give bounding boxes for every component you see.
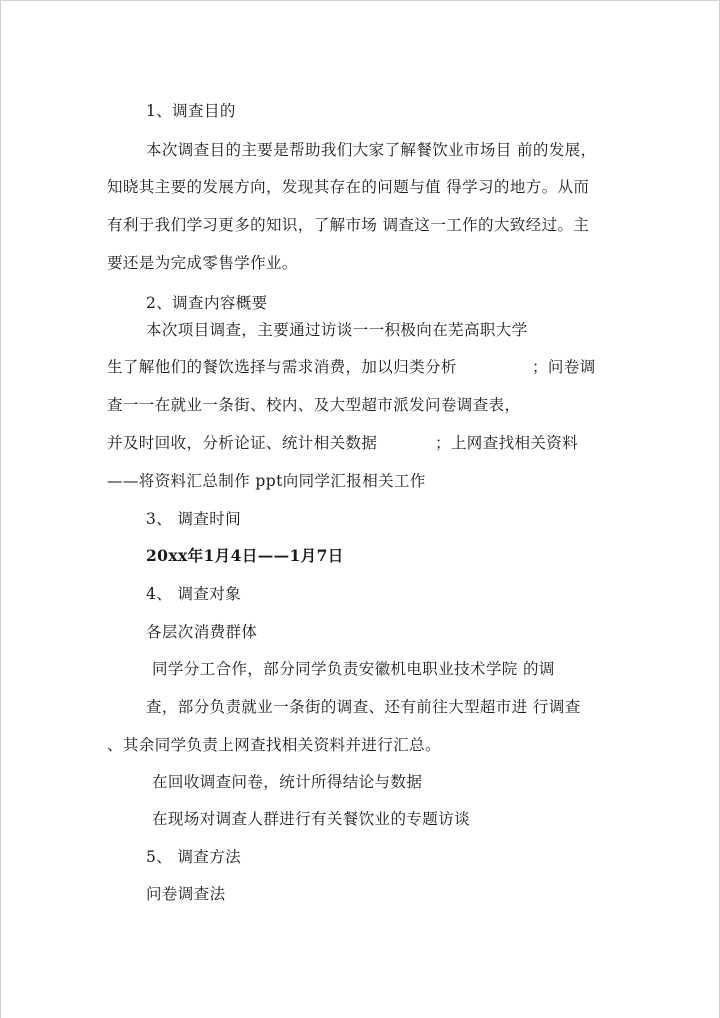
paragraph-line: 本次调查目的主要是帮助我们大家了解餐饮业市场目 前的发展，	[146, 141, 597, 159]
heading-survey-target: 4、 调查对象	[146, 585, 242, 603]
page-border-top	[0, 0, 720, 1]
paragraph-line: 查，部分负责就业一条街的调查、还有前往大型超市进 行调查	[146, 698, 581, 716]
paragraph-line: 有利于我们学习更多的知识，了解市场 调查这一工作的大致经过。主	[107, 216, 590, 234]
paragraph-line: 生了解他们的餐饮选择与需求消费，加以归类分析	[107, 358, 457, 376]
paragraph-line: 本次项目调查，主要通过访谈一一积极向在芜高职大学	[146, 321, 528, 339]
paragraph-line: 问卷调查法	[146, 885, 226, 903]
paragraph-line: 在现场对调查人群进行有关餐饮业的专题访谈	[152, 810, 471, 828]
paragraph-line: 同学分工合作，部分同学负责安徽机电职业技术学院 的调	[152, 660, 555, 678]
heading-survey-purpose: 1、调查目的	[146, 102, 236, 120]
paragraph-line: ；上网查找相关资料	[435, 434, 579, 452]
paragraph-line: 并及时回收，分析论证、统计相关数据	[107, 434, 378, 452]
paragraph-line: 要还是为完成零售学作业。	[107, 254, 298, 272]
paragraph-line: 在回收调查问卷，统计所得结论与数据	[152, 773, 423, 791]
page-border-left	[0, 0, 1, 1018]
paragraph-line: 知晓其主要的发展方向，发现其存在的问题与值 得学习的地方。从而	[107, 178, 590, 196]
paragraph-line: 查一一在就业一条街、校内、及大型超市派发问卷调查表，	[107, 396, 521, 414]
heading-survey-method: 5、 调查方法	[146, 848, 242, 866]
paragraph-line: 各层次消费群体	[146, 623, 258, 641]
heading-survey-time: 3、 调查时间	[146, 510, 242, 528]
survey-date-range: 20xx年1月4日——1月7日	[146, 546, 344, 565]
heading-survey-overview: 2、调查内容概要	[146, 294, 268, 312]
paragraph-line: ——将资料汇总制作 ppt向同学汇报相关工作	[107, 472, 426, 490]
paragraph-line: ；问卷调	[532, 358, 596, 376]
paragraph-line: 、其余同学负责上网查找相关资料并进行汇总。	[107, 736, 441, 754]
